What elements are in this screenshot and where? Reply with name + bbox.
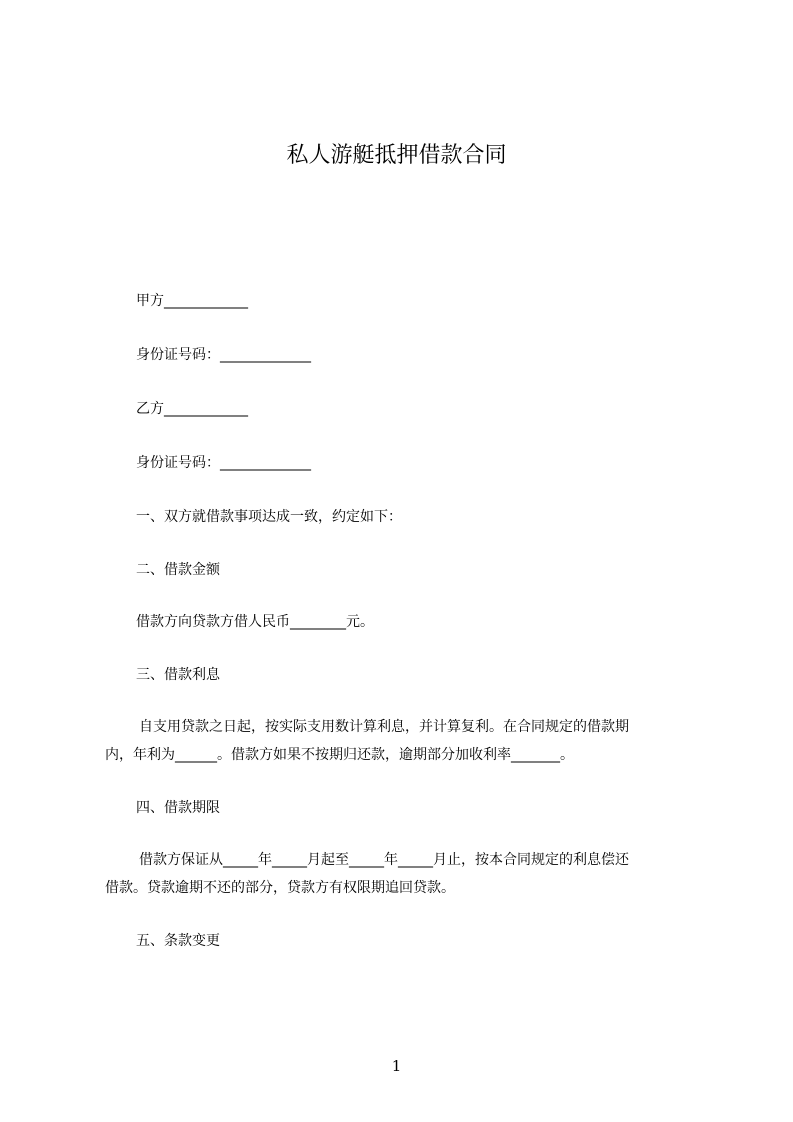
clause-4-body-line-1: 借款方保证从_____年_____月起至_____年_____月止，按本合同规定的利息偿还 bbox=[139, 852, 629, 868]
clause-2-heading: 二、借款金额 bbox=[136, 562, 220, 578]
clause-4-body-line-2: 借款。贷款逾期不还的部分，贷款方有权限期追回贷款。 bbox=[105, 880, 455, 896]
page-number: 1 bbox=[391, 1057, 402, 1075]
document-title: 私人游艇抵押借款合同 bbox=[286, 143, 507, 168]
clause-3-body-line-1: 自支用贷款之日起，按实际支用数计算利息，并计算复利。在合同规定的借款期 bbox=[139, 719, 629, 735]
clause-3-heading: 三、借款利息 bbox=[136, 667, 220, 683]
party-a-line: 甲方____________ bbox=[136, 293, 248, 309]
clause-2-body: 借款方向贷款方借人民币________元。 bbox=[136, 614, 374, 630]
party-b-line: 乙方____________ bbox=[136, 401, 248, 417]
party-b-id-line: 身份证号码：_____________ bbox=[136, 455, 311, 471]
clause-5-heading: 五、条款变更 bbox=[136, 933, 220, 949]
clause-4-heading: 四、借款期限 bbox=[136, 800, 220, 816]
party-a-id-line: 身份证号码：_____________ bbox=[136, 347, 311, 363]
clause-4-body bbox=[105, 846, 689, 902]
clause-3-body bbox=[105, 713, 689, 769]
clause-3-body-line-2: 内，年利为______。借款方如果不按期归还款，逾期部分加收利率_______。 bbox=[105, 747, 574, 763]
clause-1-text: 一、双方就借款事项达成一致，约定如下： bbox=[136, 509, 402, 525]
